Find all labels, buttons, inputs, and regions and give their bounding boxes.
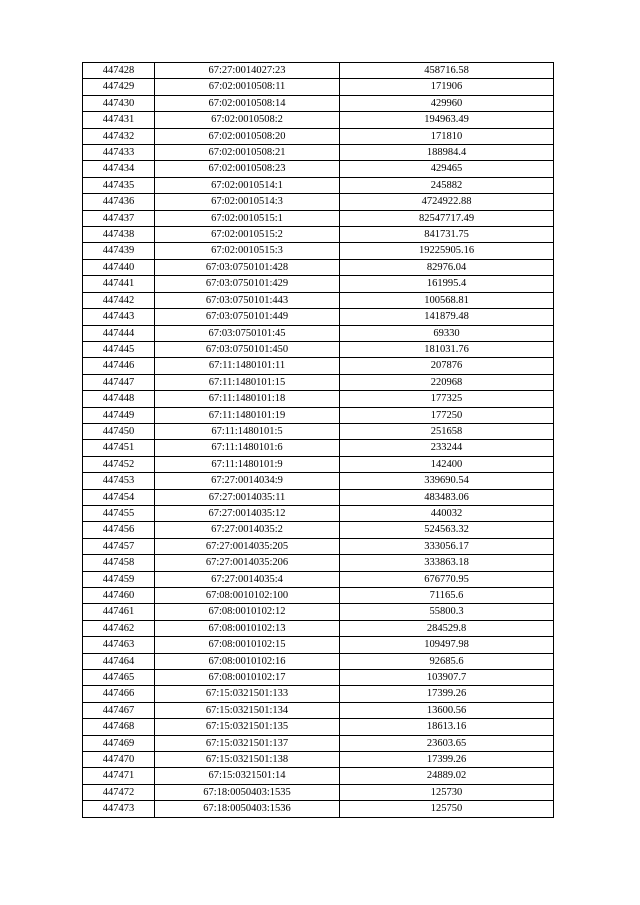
value-cell: 177325 xyxy=(340,391,554,407)
table-row xyxy=(83,538,554,554)
table-row xyxy=(83,473,554,489)
table-row xyxy=(83,588,554,604)
table-row xyxy=(83,79,554,95)
row-id-cell: 447472 xyxy=(83,784,155,800)
row-id-cell: 447450 xyxy=(83,423,155,439)
value-cell: 194963.49 xyxy=(340,112,554,128)
table-row xyxy=(83,719,554,735)
value-cell: 82976.04 xyxy=(340,259,554,275)
row-id-cell: 447444 xyxy=(83,325,155,341)
table-row xyxy=(83,309,554,325)
value-cell: 429960 xyxy=(340,95,554,111)
row-id-cell: 447441 xyxy=(83,276,155,292)
row-id-cell: 447452 xyxy=(83,456,155,472)
value-cell: 207876 xyxy=(340,358,554,374)
row-id-cell: 447456 xyxy=(83,522,155,538)
value-cell: 841731.75 xyxy=(340,227,554,243)
row-id-cell: 447470 xyxy=(83,752,155,768)
table-row xyxy=(83,177,554,193)
table-row xyxy=(83,95,554,111)
cadastral-number-cell: 67:02:0010514:1 xyxy=(155,177,340,193)
row-id-cell: 447449 xyxy=(83,407,155,423)
table-row xyxy=(83,784,554,800)
value-cell: 24889.02 xyxy=(340,768,554,784)
row-id-cell: 447448 xyxy=(83,391,155,407)
table-row xyxy=(83,801,554,817)
table-row xyxy=(83,227,554,243)
table-row xyxy=(83,571,554,587)
table-row xyxy=(83,161,554,177)
table-row xyxy=(83,276,554,292)
row-id-cell: 447431 xyxy=(83,112,155,128)
table-row xyxy=(83,112,554,128)
cadastral-number-cell: 67:03:0750101:429 xyxy=(155,276,340,292)
row-id-cell: 447460 xyxy=(83,588,155,604)
cadastral-number-cell: 67:02:0010508:2 xyxy=(155,112,340,128)
row-id-cell: 447434 xyxy=(83,161,155,177)
cadastral-number-cell: 67:15:0321501:135 xyxy=(155,719,340,735)
table-row xyxy=(83,210,554,226)
row-id-cell: 447439 xyxy=(83,243,155,259)
value-cell: 181031.76 xyxy=(340,341,554,357)
cadastral-number-cell: 67:08:0010102:17 xyxy=(155,670,340,686)
value-cell: 55800.3 xyxy=(340,604,554,620)
table-row xyxy=(83,670,554,686)
cadastral-number-cell: 67:02:0010508:21 xyxy=(155,145,340,161)
value-cell: 440032 xyxy=(340,505,554,521)
table-row xyxy=(83,325,554,341)
row-id-cell: 447430 xyxy=(83,95,155,111)
value-cell: 333863.18 xyxy=(340,555,554,571)
table-row xyxy=(83,637,554,653)
table-row xyxy=(83,374,554,390)
value-cell: 483483.06 xyxy=(340,489,554,505)
row-id-cell: 447445 xyxy=(83,341,155,357)
value-cell: 100568.81 xyxy=(340,292,554,308)
cadastral-number-cell: 67:02:0010508:11 xyxy=(155,79,340,95)
table-row xyxy=(83,555,554,571)
table-row xyxy=(83,686,554,702)
cadastral-number-cell: 67:08:0010102:15 xyxy=(155,637,340,653)
table-row xyxy=(83,145,554,161)
table-row xyxy=(83,243,554,259)
row-id-cell: 447432 xyxy=(83,128,155,144)
row-id-cell: 447429 xyxy=(83,79,155,95)
value-cell: 17399.26 xyxy=(340,752,554,768)
row-id-cell: 447458 xyxy=(83,555,155,571)
table-row xyxy=(83,620,554,636)
cadastral-number-cell: 67:03:0750101:45 xyxy=(155,325,340,341)
table-row xyxy=(83,128,554,144)
row-id-cell: 447471 xyxy=(83,768,155,784)
value-cell: 23603.65 xyxy=(340,735,554,751)
row-id-cell: 447457 xyxy=(83,538,155,554)
cadastral-number-cell: 67:11:1480101:18 xyxy=(155,391,340,407)
value-cell: 141879.48 xyxy=(340,309,554,325)
value-cell: 125730 xyxy=(340,784,554,800)
row-id-cell: 447464 xyxy=(83,653,155,669)
table-row xyxy=(83,292,554,308)
cadastral-number-cell: 67:27:0014035:11 xyxy=(155,489,340,505)
value-cell: 18613.16 xyxy=(340,719,554,735)
row-id-cell: 447446 xyxy=(83,358,155,374)
value-cell: 676770.95 xyxy=(340,571,554,587)
row-id-cell: 447428 xyxy=(83,63,155,79)
table-row xyxy=(83,259,554,275)
cadastral-number-cell: 67:02:0010508:14 xyxy=(155,95,340,111)
value-cell: 333056.17 xyxy=(340,538,554,554)
row-id-cell: 447455 xyxy=(83,505,155,521)
cadastral-number-cell: 67:11:1480101:19 xyxy=(155,407,340,423)
row-id-cell: 447461 xyxy=(83,604,155,620)
cadastral-number-cell: 67:11:1480101:5 xyxy=(155,423,340,439)
row-id-cell: 447462 xyxy=(83,620,155,636)
cadastral-number-cell: 67:02:0010515:1 xyxy=(155,210,340,226)
cadastral-number-cell: 67:15:0321501:137 xyxy=(155,735,340,751)
value-cell: 284529.8 xyxy=(340,620,554,636)
row-id-cell: 447465 xyxy=(83,670,155,686)
value-cell: 71165.6 xyxy=(340,588,554,604)
cadastral-number-cell: 67:18:0050403:1536 xyxy=(155,801,340,817)
value-cell: 524563.32 xyxy=(340,522,554,538)
value-cell: 125750 xyxy=(340,801,554,817)
row-id-cell: 447440 xyxy=(83,259,155,275)
cadastral-number-cell: 67:27:0014034:9 xyxy=(155,473,340,489)
row-id-cell: 447453 xyxy=(83,473,155,489)
value-cell: 339690.54 xyxy=(340,473,554,489)
value-cell: 220968 xyxy=(340,374,554,390)
table-row xyxy=(83,456,554,472)
row-id-cell: 447435 xyxy=(83,177,155,193)
row-id-cell: 447433 xyxy=(83,145,155,161)
row-id-cell: 447463 xyxy=(83,637,155,653)
table-row xyxy=(83,604,554,620)
value-cell: 458716.58 xyxy=(340,63,554,79)
cadastral-number-cell: 67:08:0010102:100 xyxy=(155,588,340,604)
value-cell: 13600.56 xyxy=(340,702,554,718)
value-cell: 19225905.16 xyxy=(340,243,554,259)
value-cell: 142400 xyxy=(340,456,554,472)
row-id-cell: 447468 xyxy=(83,719,155,735)
value-cell: 17399.26 xyxy=(340,686,554,702)
table-row xyxy=(83,702,554,718)
value-cell: 171906 xyxy=(340,79,554,95)
table-row xyxy=(83,505,554,521)
cadastral-number-cell: 67:15:0321501:138 xyxy=(155,752,340,768)
row-id-cell: 447469 xyxy=(83,735,155,751)
table-row xyxy=(83,522,554,538)
row-id-cell: 447467 xyxy=(83,702,155,718)
row-id-cell: 447466 xyxy=(83,686,155,702)
data-table xyxy=(82,62,554,818)
cadastral-number-cell: 67:11:1480101:6 xyxy=(155,440,340,456)
cadastral-number-cell: 67:15:0321501:133 xyxy=(155,686,340,702)
table-row xyxy=(83,752,554,768)
row-id-cell: 447473 xyxy=(83,801,155,817)
cadastral-number-cell: 67:18:0050403:1535 xyxy=(155,784,340,800)
cadastral-number-cell: 67:11:1480101:9 xyxy=(155,456,340,472)
table-row xyxy=(83,653,554,669)
row-id-cell: 447438 xyxy=(83,227,155,243)
row-id-cell: 447437 xyxy=(83,210,155,226)
value-cell: 171810 xyxy=(340,128,554,144)
cadastral-number-cell: 67:03:0750101:450 xyxy=(155,341,340,357)
cadastral-number-cell: 67:11:1480101:11 xyxy=(155,358,340,374)
table-row xyxy=(83,440,554,456)
cadastral-number-cell: 67:15:0321501:14 xyxy=(155,768,340,784)
cadastral-number-cell: 67:03:0750101:428 xyxy=(155,259,340,275)
cadastral-number-cell: 67:08:0010102:13 xyxy=(155,620,340,636)
cadastral-number-cell: 67:15:0321501:134 xyxy=(155,702,340,718)
cadastral-number-cell: 67:27:0014035:206 xyxy=(155,555,340,571)
table-body xyxy=(83,63,554,818)
value-cell: 429465 xyxy=(340,161,554,177)
cadastral-number-cell: 67:03:0750101:443 xyxy=(155,292,340,308)
value-cell: 109497.98 xyxy=(340,637,554,653)
value-cell: 177250 xyxy=(340,407,554,423)
table-row xyxy=(83,735,554,751)
table-row xyxy=(83,489,554,505)
row-id-cell: 447459 xyxy=(83,571,155,587)
table-row xyxy=(83,391,554,407)
value-cell: 251658 xyxy=(340,423,554,439)
row-id-cell: 447442 xyxy=(83,292,155,308)
cadastral-number-cell: 67:11:1480101:15 xyxy=(155,374,340,390)
cadastral-number-cell: 67:27:0014035:205 xyxy=(155,538,340,554)
cadastral-number-cell: 67:27:0014035:12 xyxy=(155,505,340,521)
table-row xyxy=(83,423,554,439)
value-cell: 82547717.49 xyxy=(340,210,554,226)
row-id-cell: 447451 xyxy=(83,440,155,456)
cadastral-number-cell: 67:02:0010508:23 xyxy=(155,161,340,177)
cadastral-number-cell: 67:02:0010508:20 xyxy=(155,128,340,144)
table-row xyxy=(83,63,554,79)
cadastral-number-cell: 67:08:0010102:16 xyxy=(155,653,340,669)
row-id-cell: 447454 xyxy=(83,489,155,505)
cadastral-number-cell: 67:08:0010102:12 xyxy=(155,604,340,620)
cadastral-number-cell: 67:27:0014035:4 xyxy=(155,571,340,587)
row-id-cell: 447436 xyxy=(83,194,155,210)
row-id-cell: 447443 xyxy=(83,309,155,325)
cadastral-number-cell: 67:27:0014035:2 xyxy=(155,522,340,538)
value-cell: 188984.4 xyxy=(340,145,554,161)
cadastral-number-cell: 67:02:0010514:3 xyxy=(155,194,340,210)
table-row xyxy=(83,194,554,210)
table-row xyxy=(83,768,554,784)
table-row xyxy=(83,358,554,374)
cadastral-number-cell: 67:03:0750101:449 xyxy=(155,309,340,325)
value-cell: 4724922.88 xyxy=(340,194,554,210)
row-id-cell: 447447 xyxy=(83,374,155,390)
value-cell: 103907.7 xyxy=(340,670,554,686)
cadastral-number-cell: 67:02:0010515:3 xyxy=(155,243,340,259)
value-cell: 161995.4 xyxy=(340,276,554,292)
value-cell: 69330 xyxy=(340,325,554,341)
value-cell: 92685.6 xyxy=(340,653,554,669)
value-cell: 245882 xyxy=(340,177,554,193)
value-cell: 233244 xyxy=(340,440,554,456)
table-row xyxy=(83,341,554,357)
cadastral-number-cell: 67:02:0010515:2 xyxy=(155,227,340,243)
table-row xyxy=(83,407,554,423)
cadastral-number-cell: 67:27:0014027:23 xyxy=(155,63,340,79)
